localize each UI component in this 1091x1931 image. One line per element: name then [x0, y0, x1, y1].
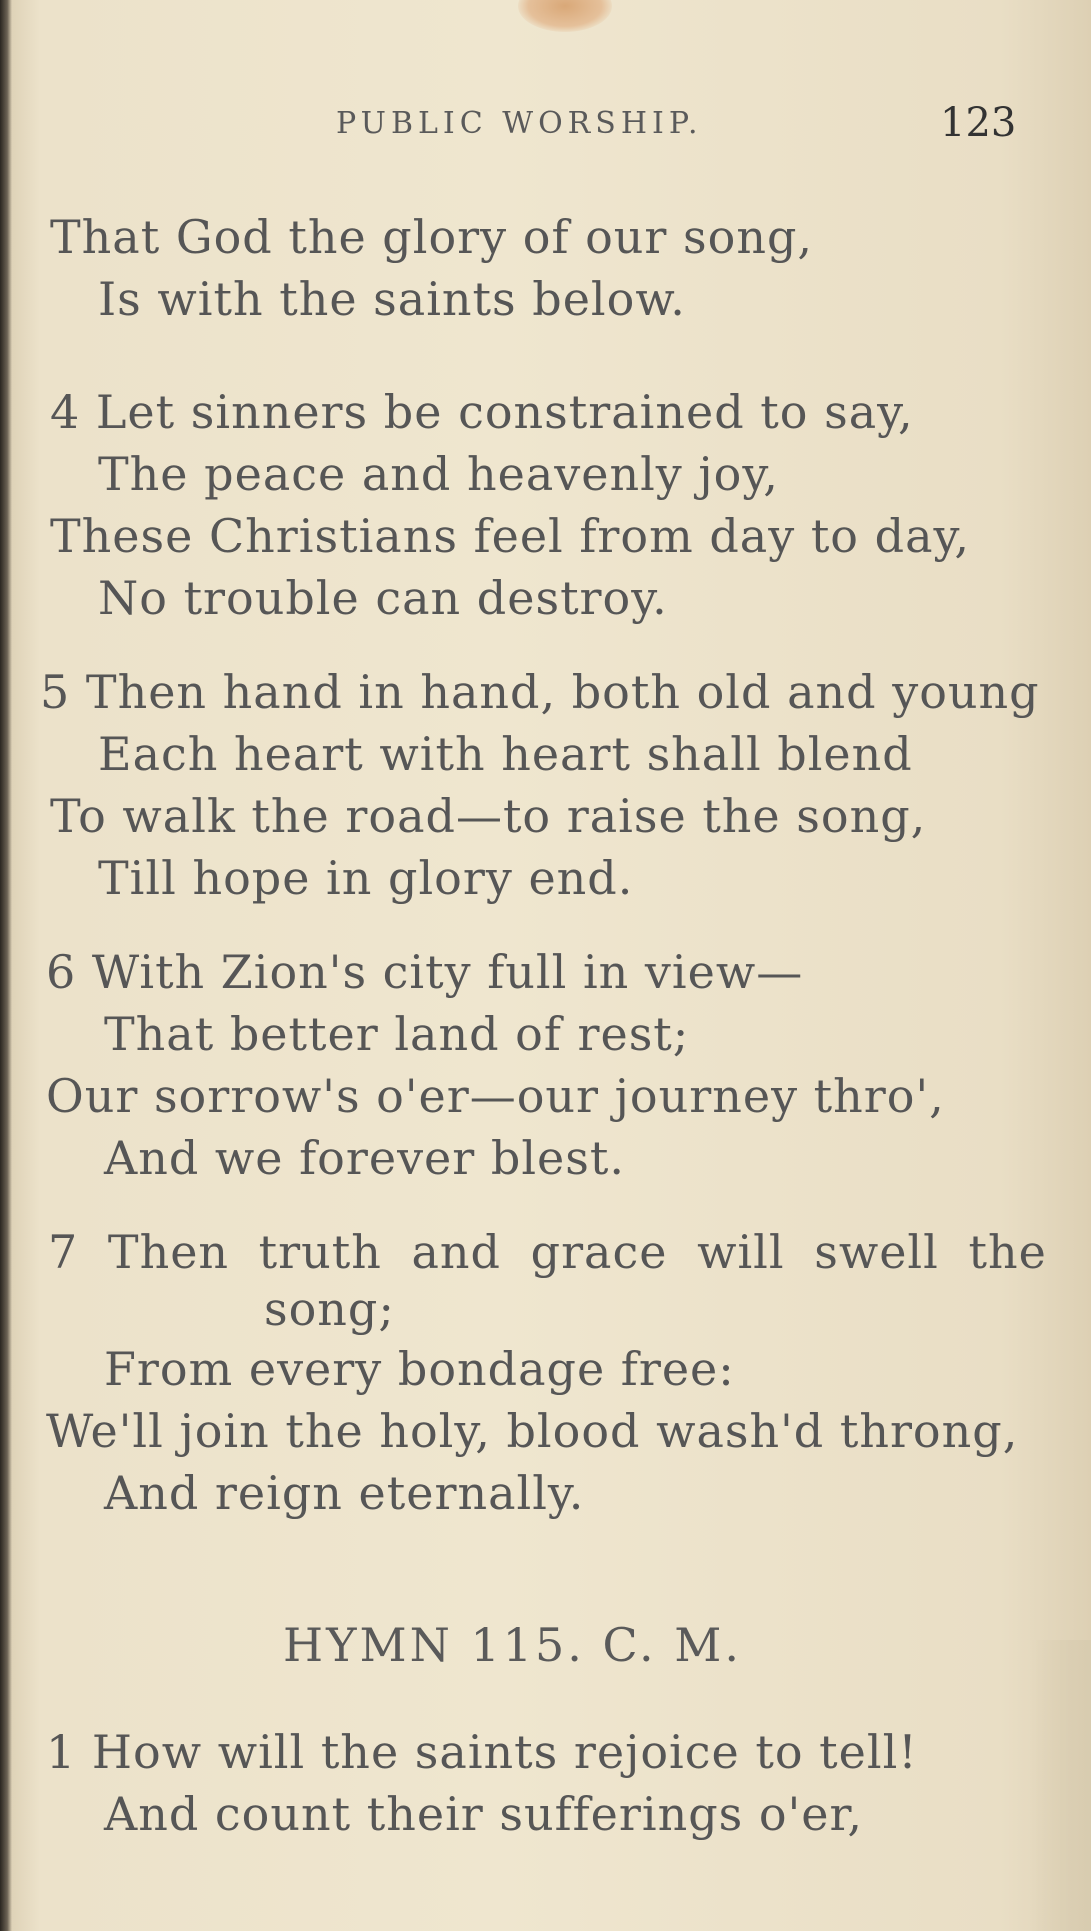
- page-header: [0, 100, 1091, 146]
- verse-line: Is with the saints below.: [98, 272, 686, 326]
- page-stain: [518, 0, 612, 32]
- verse-line: 4 Let sinners be constrained to say,: [50, 385, 914, 439]
- verse-line: Till hope in glory end.: [98, 851, 634, 905]
- running-head: PUBLIC WORSHIP.: [336, 106, 703, 141]
- verse-line: To walk the road—to raise the song,: [50, 789, 927, 843]
- page-shadow: [1031, 1640, 1091, 1931]
- verse-line: That God the glory of our song,: [50, 210, 814, 264]
- verse-line: These Christians feel from day to day,: [50, 509, 970, 563]
- verse-line: No trouble can destroy.: [98, 571, 668, 625]
- verse-line: 6 With Zion's city full in view—: [46, 945, 804, 999]
- verse-line: song;: [264, 1282, 395, 1336]
- verse-line: And we forever blest.: [104, 1131, 625, 1185]
- verse-line: The peace and heavenly joy,: [98, 447, 779, 501]
- verse-line: 7 Then truth and grace will swell the: [48, 1225, 1047, 1279]
- hymn-heading: HYMN 115. C. M.: [283, 1618, 743, 1672]
- verse-line: And count their sufferings o'er,: [104, 1787, 864, 1841]
- page-binding-edge: [0, 0, 12, 1931]
- verse-line: That better land of rest;: [104, 1007, 690, 1061]
- verse-line: Each heart with heart shall blend: [98, 727, 913, 781]
- verse-line: We'll join the holy, blood wash'd throng,: [46, 1404, 1019, 1458]
- verse-line: 5 Then hand in hand, both old and young: [40, 665, 1040, 719]
- page-number: 123: [940, 100, 1017, 146]
- verse-line: 1 How will the saints rejoice to tell!: [46, 1725, 918, 1779]
- verse-line: Our sorrow's o'er—our journey thro',: [46, 1069, 945, 1123]
- verse-line: From every bondage free:: [104, 1342, 735, 1396]
- verse-line: And reign eternally.: [104, 1466, 585, 1520]
